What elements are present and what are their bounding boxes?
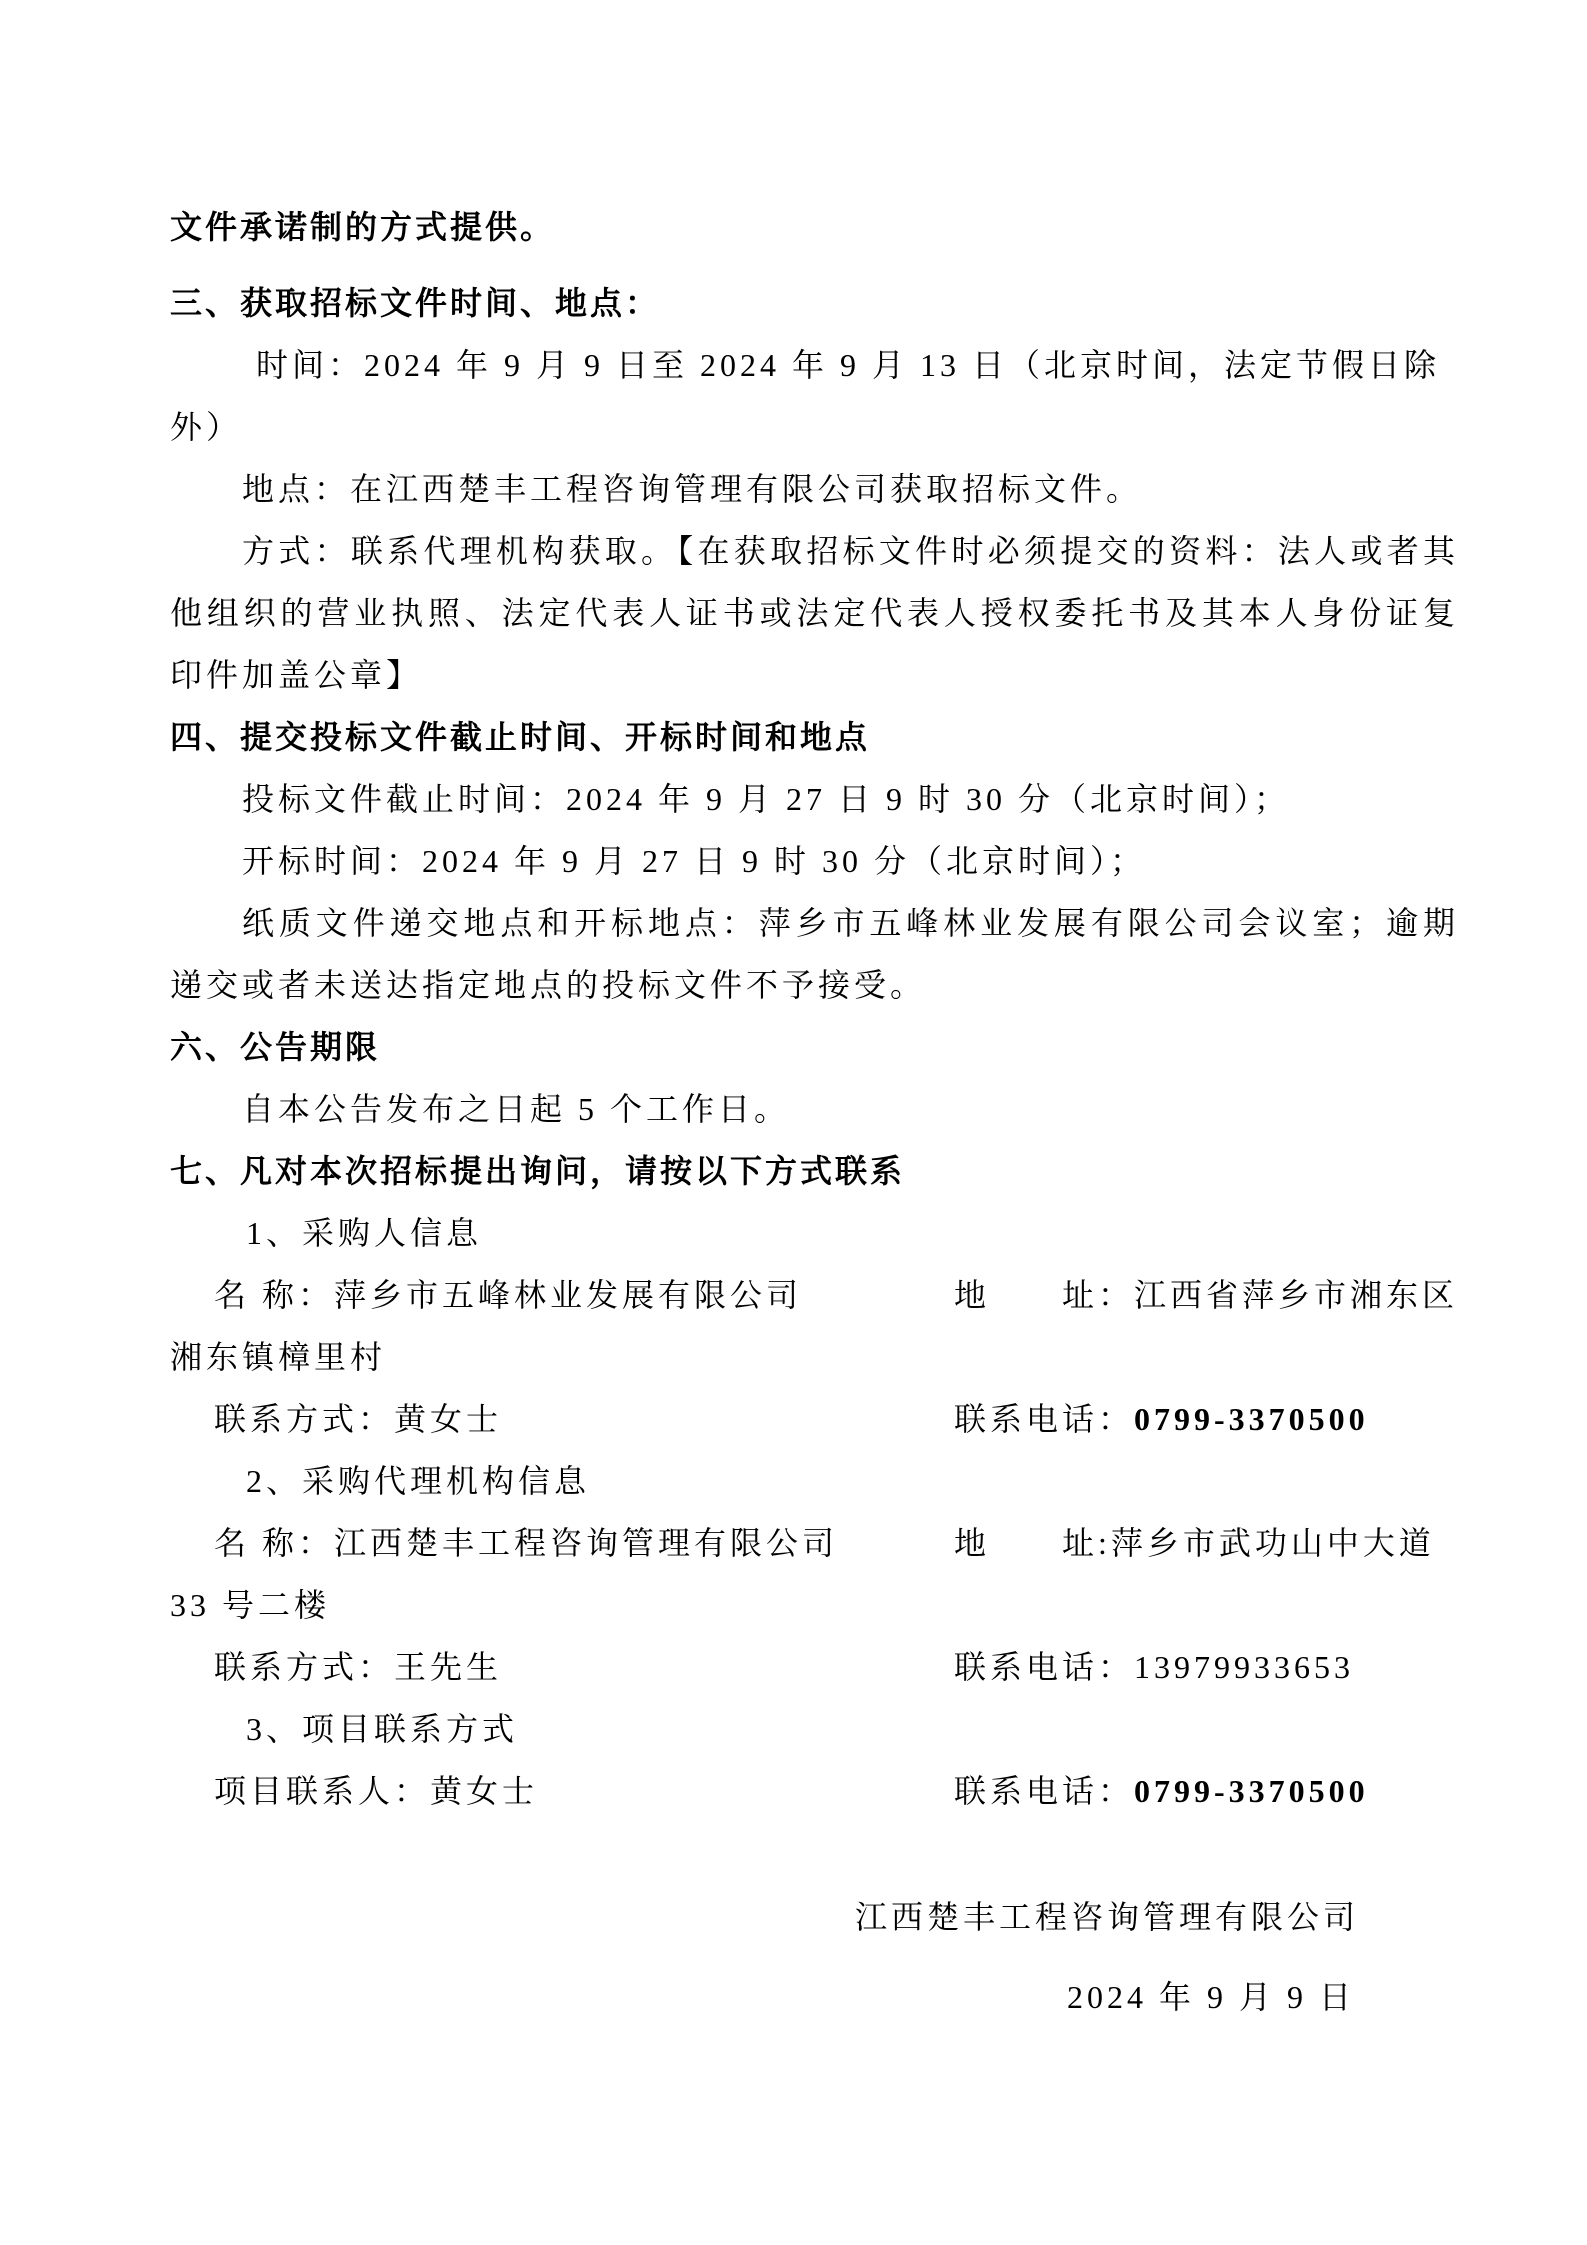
section3-place-line: 地点：在江西楚丰工程咨询管理有限公司获取招标文件。 bbox=[242, 471, 1143, 507]
project-phone-number: 0799-3370500 bbox=[1134, 1773, 1369, 1809]
agency-contact: 联系方式：王先生 bbox=[214, 1649, 503, 1685]
section3-heading: 三、获取招标文件时间、地点： bbox=[170, 285, 661, 321]
purchaser-phone-number: 0799-3370500 bbox=[1134, 1401, 1369, 1437]
section4-venue-paragraph: 纸质文件递交地点和开标地点：萍乡市五峰林业发展有限公司会议室；逾期递交或者未送达指定地点的投标文件不予接受。 bbox=[170, 905, 1459, 1003]
purchaser-phone-cell bbox=[910, 1388, 1369, 1450]
document-content bbox=[170, 196, 1459, 2028]
section4-deadline-line: 投标文件截止时间：2024 年 9 月 27 日 9 时 30 分（北京时间）； bbox=[242, 781, 1291, 817]
agency-name: 名 称：江西楚丰工程咨询管理有限公司 bbox=[214, 1525, 839, 1561]
project-phone-label: 联系电话： bbox=[954, 1773, 1135, 1809]
agency-address-wrap: 33 号二楼 bbox=[170, 1587, 331, 1623]
project-contact-person: 项目联系人：黄女士 bbox=[214, 1773, 539, 1809]
agency-contact-row bbox=[170, 1636, 1459, 1698]
intro-line: 文件承诺制的方式提供。 bbox=[170, 209, 556, 245]
agency-name-row bbox=[170, 1512, 1459, 1574]
agency-title: 2、采购代理机构信息 bbox=[246, 1463, 591, 1499]
agency-phone-label: 联系电话： bbox=[954, 1649, 1135, 1685]
section3-time-line: 时间：2024 年 9 月 9 日至 2024 年 9 月 13 日（北京时间，法定节假日除外） bbox=[170, 347, 1441, 445]
purchaser-address-wrap: 湘东镇樟里村 bbox=[170, 1339, 387, 1375]
section3-method-paragraph: 方式：联系代理机构获取。【在获取招标文件时必须提交的资料：法人或者其他组织的营业执照、法定代表人证书或法定代表人授权委托书及其本人身份证复印件加盖公章】 bbox=[170, 533, 1459, 693]
section4-opening-line: 开标时间：2024 年 9 月 27 日 9 时 30 分（北京时间）； bbox=[242, 843, 1147, 879]
purchaser-name: 名 称：萍乡市五峰林业发展有限公司 bbox=[214, 1277, 803, 1313]
section4-heading: 四、提交投标文件截止时间、开标时间和地点 bbox=[170, 719, 871, 755]
section6-body-line: 自本公告发布之日起 5 个工作日。 bbox=[242, 1091, 791, 1127]
purchaser-phone-label: 联系电话： bbox=[954, 1401, 1135, 1437]
purchaser-contact: 联系方式：黄女士 bbox=[214, 1401, 503, 1437]
project-title: 3、项目联系方式 bbox=[246, 1711, 519, 1747]
purchaser-address: 地 址：江西省萍乡市湘东区 bbox=[954, 1277, 1459, 1313]
purchaser-title: 1、采购人信息 bbox=[246, 1215, 483, 1251]
agency-phone-cell bbox=[910, 1636, 1354, 1698]
section7-heading: 七、凡对本次招标提出询问，请按以下方式联系 bbox=[170, 1153, 906, 1189]
section6-heading: 六、公告期限 bbox=[170, 1029, 381, 1065]
signature-date: 2024 年 9 月 9 日 bbox=[1066, 1979, 1355, 2015]
project-phone-cell bbox=[910, 1760, 1369, 1822]
purchaser-contact-row bbox=[170, 1388, 1459, 1450]
agency-address: 地 址:萍乡市武功山中大道 bbox=[954, 1525, 1435, 1561]
agency-phone-number: 13979933653 bbox=[1134, 1649, 1355, 1685]
project-contact-row bbox=[170, 1760, 1459, 1822]
signature-company: 江西楚丰工程咨询管理有限公司 bbox=[854, 1899, 1359, 1935]
purchaser-name-row bbox=[170, 1264, 1459, 1326]
